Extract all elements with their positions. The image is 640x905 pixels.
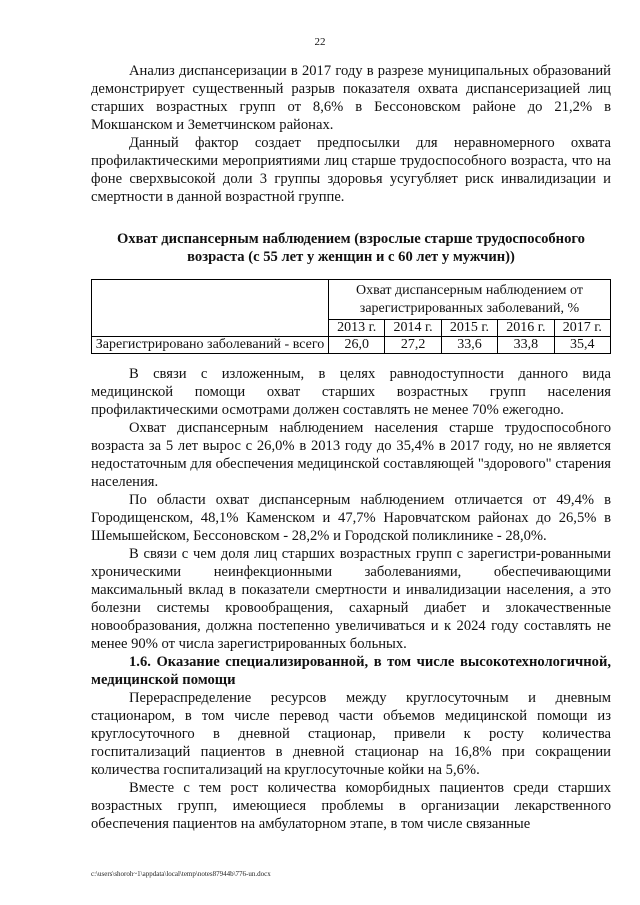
main-paragraph-4: В связи с чем доля лиц старших возрастных групп с зарегистри-рованными хроническими неинфекционными заболеваниями, обеспечивающими максимальный вклад в показатели смертности и инвалидизации населения, а это болезни системы кровообращения, сахарный диабет и злокачественные новообразования, должна постепенно увеличиваться и к 2024 году составлять не менее 90% от числа зарегистрированных больных. [91, 546, 611, 652]
year-header: 2014 г. [385, 320, 441, 337]
table-corner-cell [92, 280, 329, 337]
year-header: 2017 г. [554, 320, 610, 337]
year-header: 2015 г. [441, 320, 497, 337]
year-header: 2013 г. [329, 320, 385, 337]
table-header-row [92, 280, 611, 320]
table-value: 33,8 [498, 337, 554, 354]
table-value: 33,6 [441, 337, 497, 354]
document-body [91, 62, 611, 833]
intro-paragraph-2: Данный фактор создает предпосылки для неравномерного охвата профилактическими мероприятиями лиц старше трудоспособного возраста, что на фоне сверхвысокой доли 3 группы здоровья усугубляет риск инвалидизации и смертности в данной возрастной группе. [91, 135, 611, 205]
table-title: Охват диспансерным наблюдением (взрослые старше трудоспособного возраста (с 55 лет у женщин и с 60 лет у мужчин)) [117, 231, 585, 265]
main-paragraph-1: В связи с изложенным, в целях равнодоступности данного вида медицинской помощи охват старших возрастных групп населения профилактическими осмотрами должен составлять не менее 70% ежегодно. [91, 366, 611, 418]
table-group-header: Охват диспансерным наблюдением от зарегистрированных заболеваний, % [329, 280, 611, 320]
table-value: 35,4 [554, 337, 610, 354]
main-paragraph-3: По области охват диспансерным наблюдением отличается от 49,4% в Городищенском, 48,1% Каменском и 47,7% Наровчатском районах до 26,5% в Шемышейском, Бессоновском - 28,2% и Городской поликлинике - 28,0%. [91, 492, 611, 544]
coverage-table [91, 279, 611, 354]
section-paragraph-2: Вместе с тем рост количества коморбидных пациентов среди старших возрастных групп, имеющиеся проблемы в организации лекарственного обеспечения пациентов на амбулаторном этапе, в том числе связанные [91, 780, 611, 832]
section-heading: 1.6. Оказание специализированной, в том числе высокотехнологичной, медицинской помощи [91, 654, 611, 688]
table-value: 26,0 [329, 337, 385, 354]
table-value: 27,2 [385, 337, 441, 354]
main-paragraph-2: Охват диспансерным наблюдением населения старше трудоспособного возраста за 5 лет вырос с 26,0% в 2013 году до 35,4% в 2017 году, но не является недостаточным для обеспечения медицинской составляющей "здорового" старения населения. [91, 420, 611, 490]
table-row [92, 337, 611, 354]
file-path-footer: c:\users\shoroh~1\appdata\local\temp\notes87944b\776-un.docx [91, 870, 271, 878]
year-header: 2016 г. [498, 320, 554, 337]
section-paragraph-1: Перераспределение ресурсов между круглосуточным и дневным стационаром, в том числе перевод части объемов медицинской помощи из круглосуточного в дневной стационар, привели к росту количества госпитализаций пациентов в дневной стационар на 16,8% при сокращении количества госпитализаций на круглосуточные койки на 5,6%. [91, 690, 611, 778]
page-number: 22 [314, 36, 326, 48]
row-label: Зарегистрировано заболеваний - всего [92, 337, 329, 354]
intro-paragraph-1: Анализ диспансеризации в 2017 году в разрезе муниципальных образований демонстрирует существенный разрыв показателя охвата диспансеризацией лиц старших возрастных групп от 8,6% в Бессоновском районе до 21,2% в Мокшанском и Земетчинском районах. [91, 63, 611, 133]
